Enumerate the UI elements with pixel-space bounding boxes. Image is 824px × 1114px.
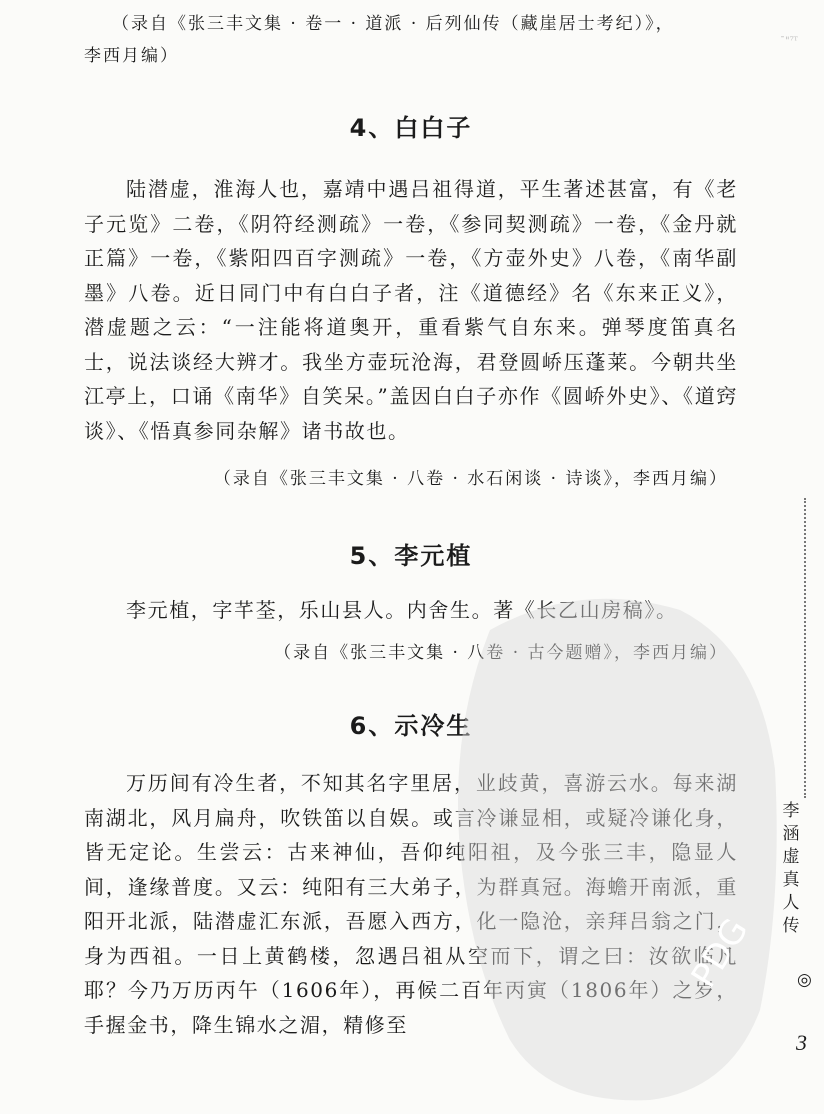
top-source-line2: 李西月编） (84, 46, 179, 66)
section-heading-5: 5、李元植 (349, 542, 473, 570)
section-heading-4: 4、白白子 (349, 114, 473, 142)
section-body-6: 万历间有冷生者，不知其名字里居，业歧黄，喜游云水。每来湖南湖北，风月扁舟，吹铁笛以自娱。或言冷谦显相，或疑冷谦化身，皆无定论。生尝云：古来神仙，吾仰纯阳祖，及今张三丰，隐显人间，逢缘普度。又云：纯阳有三大弟子，为群真冠。海蟾开南派，重阳开北派，陆潜虚汇东派，吾愿入西方，化一隐沧，亲拜吕翁之门，身为西祖。一日上黄鹤楼，忽遇吕祖从空而下，谓之曰：汝欲临凡耶？今乃万历丙午（1606年），再候二百年丙寅（1806年）之岁，手握金书，降生锦水之湄，精修至 (84, 771, 738, 1037)
side-divider (804, 498, 806, 798)
watermark-text: PDG (683, 911, 757, 995)
section-body-5: 李元植，字芊荃，乐山县人。内舍生。著《长乙山房稿》。 (126, 598, 678, 622)
scan-speck: ˉ"⁷ᵀ (780, 36, 798, 47)
running-title: 李涵虚真人传 (782, 801, 800, 936)
section-source-5: （录自《张三丰文集 · 八卷 · 古今题赠》，李西月编） (274, 643, 728, 663)
section-body-4: 陆潜虚，淮海人也，嘉靖中遇吕祖得道，平生著述甚富，有《老子元览》二卷，《阴符经测疏》一卷，《参同契测疏》一卷，《金丹就正篇》一卷，《紫阳四百字测疏》一卷，《方壶外史》八卷，《南华副墨》八卷。近日同门中有白白子者，注《道德经》名《东来正义》，潜虚题之云：“一注能将道奥开，重看紫气自东来。弹琴度笛真名士，说法谈经大辨才。我坐方壶玩沧海，君登圆峤压蓬莱。今朝共坐江亭上，口诵《南华》自笑呆。”盖因白白子亦作《圆峤外史》、《道窍谈》、《悟真参同杂解》诸书故也。 (84, 177, 738, 443)
page-number: 3 (796, 1030, 807, 1055)
circle-mark-icon: ◎ (797, 970, 812, 990)
section-heading-6: 6、示冷生 (349, 712, 473, 740)
section-source-4: （录自《张三丰文集 · 八卷 · 水石闲谈 · 诗谈》，李西月编） (213, 469, 728, 489)
top-source-line1: （录自《张三丰文集 · 卷一 · 道派 · 后列仙传（藏崖居士考纪）》， (112, 14, 675, 34)
